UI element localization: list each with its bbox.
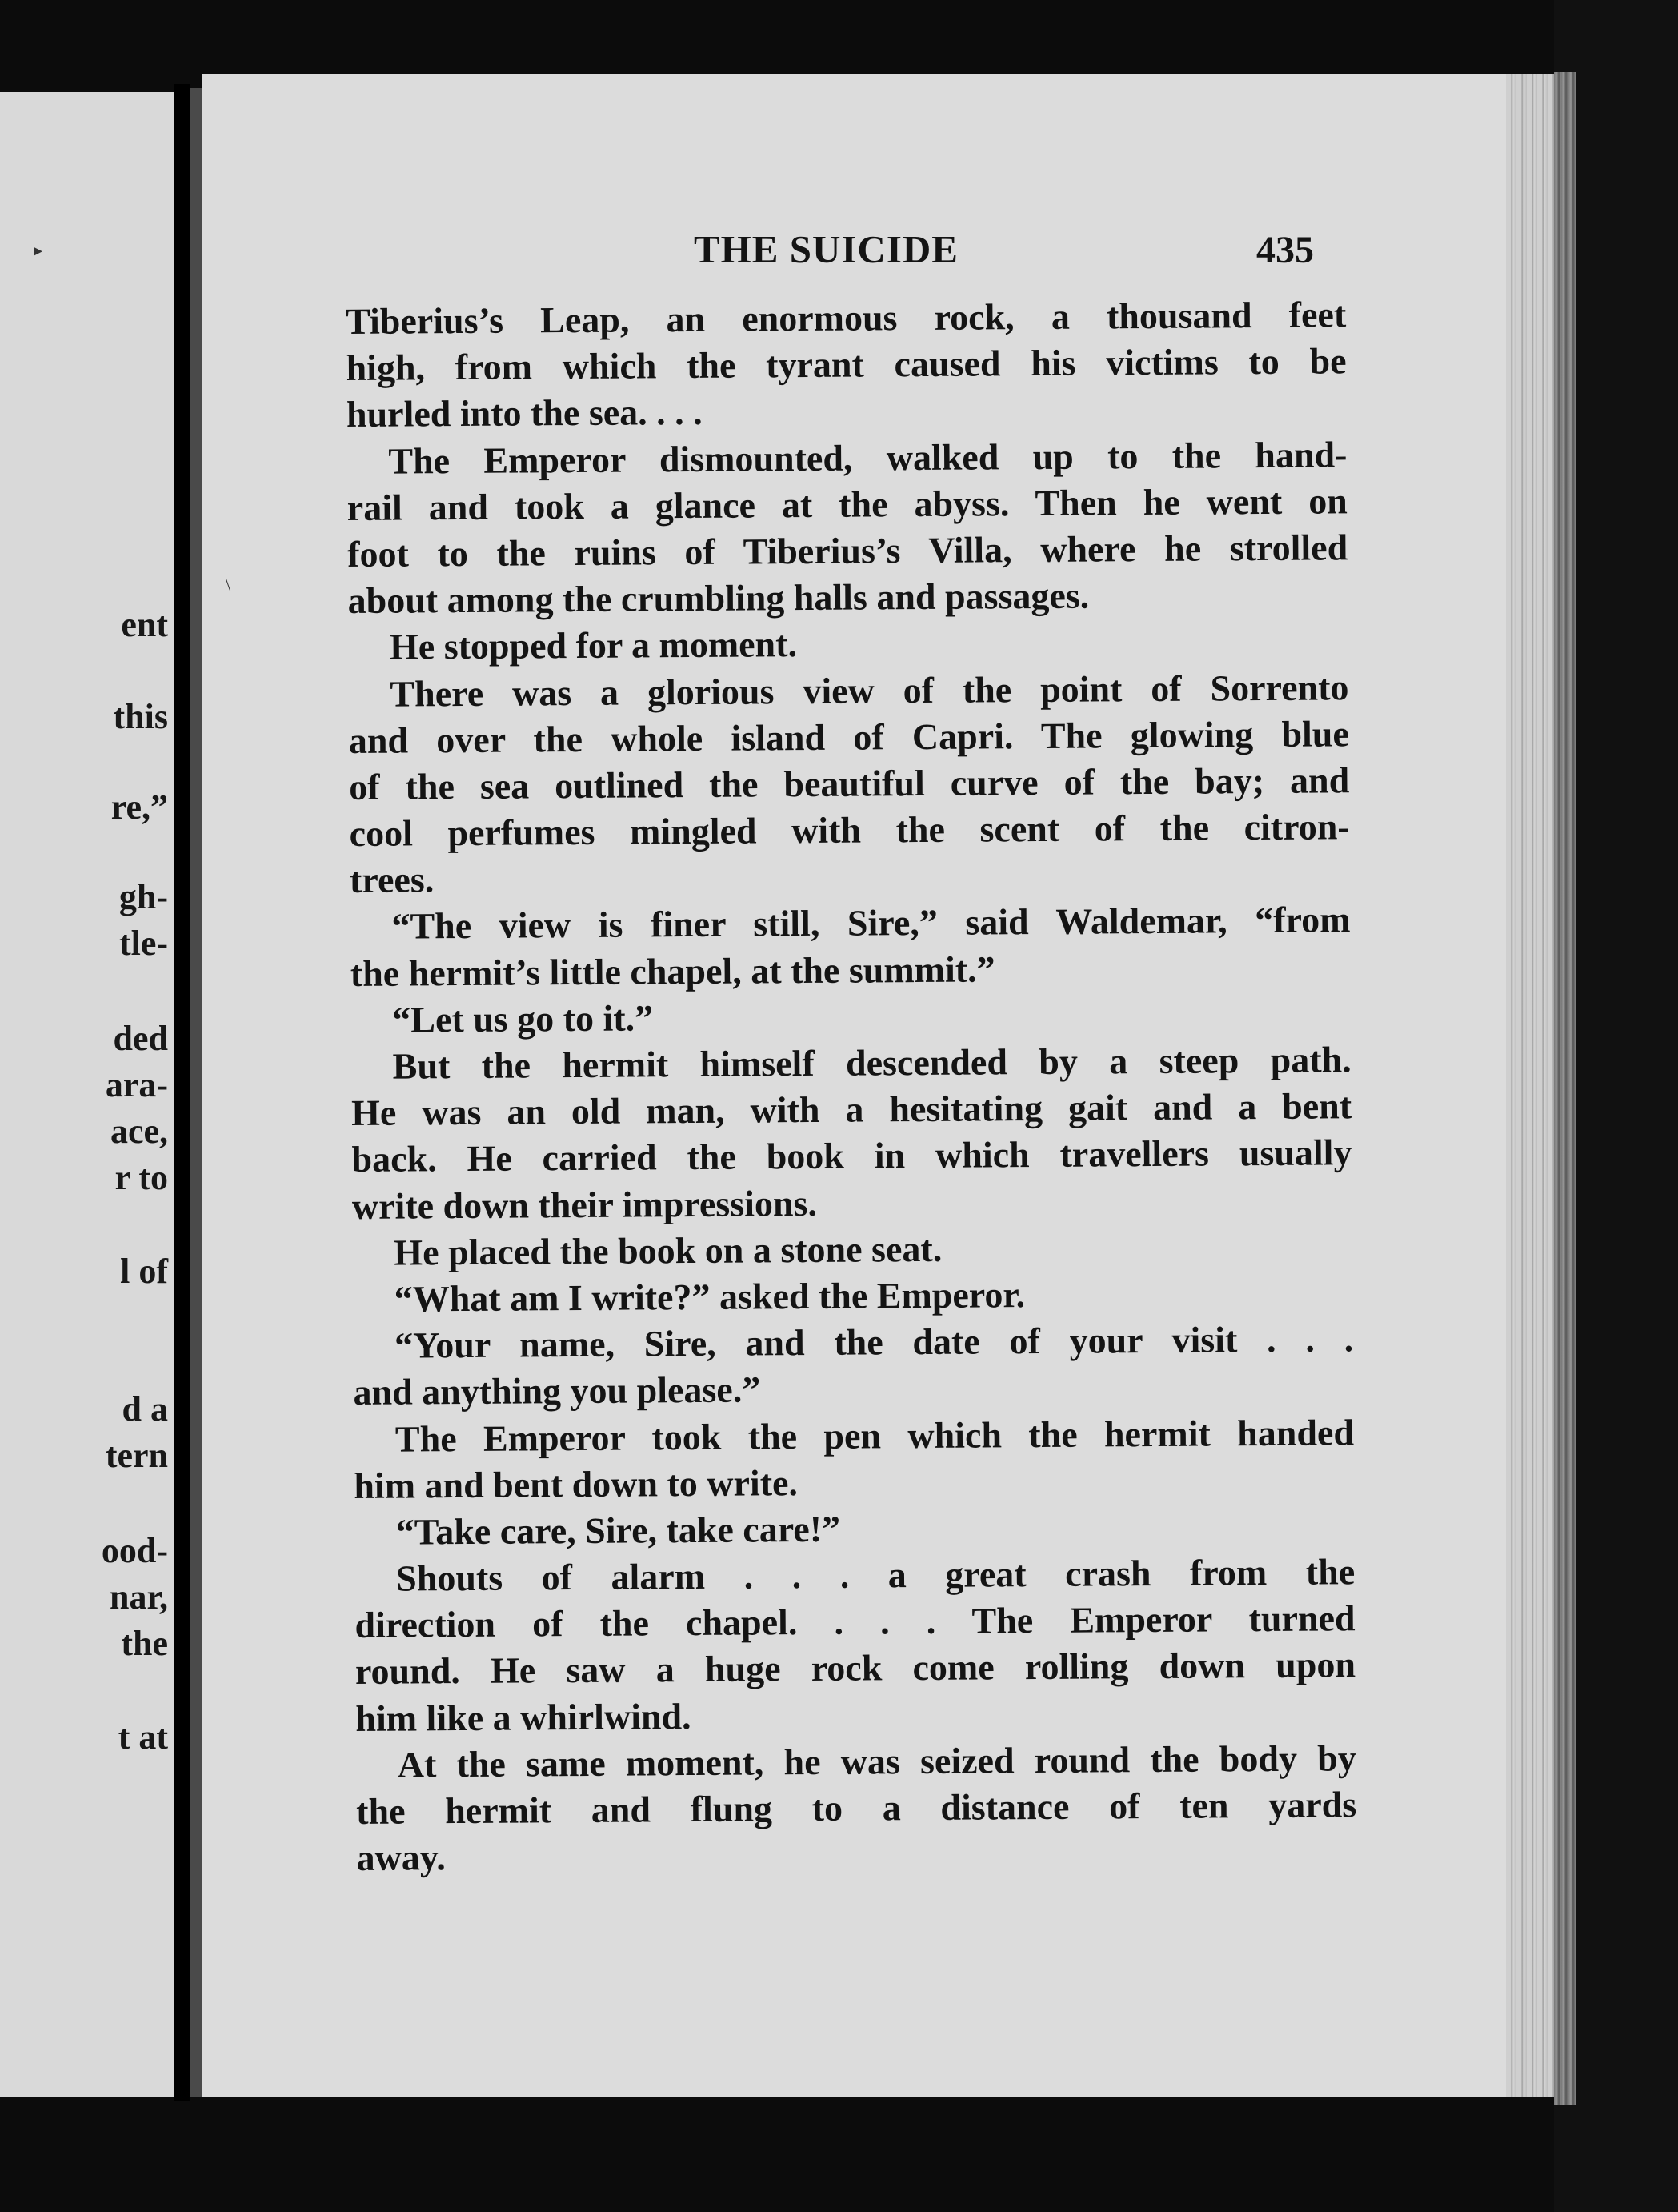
left-page-fragment: re,” [110,787,168,827]
left-page-fragment: tern [105,1436,168,1475]
text-line: There was a glorious view of the point of Sorrento [390,666,1349,715]
page-stack-edge [1554,72,1576,2105]
text-line: trees. [349,859,435,901]
text-line: round. He saw a huge rock come rolling down upon [354,1644,1356,1693]
text-line: high, from which the tyrant caused his victims to be [346,340,1347,389]
stray-mark: \ [226,575,231,595]
page-header [202,226,1554,283]
text-line: of the sea outlined the beautiful curve of the bay; and [349,759,1350,807]
left-page-fragment: tle- [118,924,168,963]
text-line: the hermit and flung to a distance of ten yards [356,1784,1357,1832]
left-page-fragment: t at [118,1717,168,1757]
left-page-fragment: nar, [110,1577,168,1617]
spine-gutter [190,88,202,2097]
text-line: about among the crumbling halls and passages. [347,575,1090,622]
left-page-fragment: ood- [101,1531,168,1570]
text-line: and anything you please.” [353,1368,761,1413]
text-line: write down their impressions. [351,1182,818,1227]
text-line: “The view is finer still, Sire,” said Waldemar, “from [391,899,1351,948]
left-page-fragment: d a [122,1389,168,1429]
text-line: He stopped for a moment. [389,623,798,667]
text-line: cool perfumes mingled with the scent of the citron- [349,806,1350,855]
text-line: back. He carried the book in which travellers usually [351,1132,1352,1180]
left-page-fragment: gh- [118,877,168,916]
stray-mark: ▸ [34,240,43,260]
text-line: the hermit’s little chapel, at the summit.” [350,948,995,994]
text-line: The Emperor took the pen which the hermit handed [394,1411,1355,1460]
running-title: THE SUICIDE [694,227,959,271]
text-line: “Take care, Sire, take care!” [395,1508,841,1553]
text-line: The Emperor dismounted, walked up to the hand- [388,433,1348,482]
text-line: away. [356,1837,446,1879]
text-line: “Let us go to it.” [392,997,654,1040]
text-line: foot to the ruins of Tiberius’s Villa, where he strolled [347,527,1348,575]
left-page-fragment: ara- [105,1065,168,1104]
page-number: 435 [1256,229,1314,271]
text-line: rail and took a glance at the abyss. Then he went on [346,480,1348,528]
text-line: “Your name, Sire, and the date of your visit . . . [394,1318,1354,1366]
text-line: But the hermit himself descended by a steep path. [392,1039,1352,1087]
text-line: “What am I write?” asked the Emperor. [394,1274,1026,1320]
left-page-fragment: ace, [110,1112,168,1151]
text-line: He was an old man, with a hesitating gait and a bent [350,1085,1352,1134]
text-line: Tiberius’s Leap, an enormous rock, a thousand feet [346,294,1347,342]
left-page-fragment: ded [113,1019,168,1058]
left-facing-page [0,92,174,2097]
text-line: He placed the book on a stone seat. [394,1228,943,1273]
left-page-fragment: the [121,1624,168,1663]
text-line: him and bent down to write. [354,1461,799,1506]
text-line: and over the whole island of Capri. The glowing blue [348,712,1350,761]
left-page-fragment: this [113,697,168,736]
book-page [202,74,1554,2097]
book-spine [174,84,190,2101]
body-text [346,291,1357,1881]
left-page-fragment: ent [121,605,168,644]
text-line: hurled into the sea. . . . [346,391,703,435]
text-line: Shouts of alarm . . . a great crash from the [395,1551,1356,1599]
left-page-fragment: l of [120,1252,168,1291]
left-page-fragment: r to [114,1158,168,1197]
page-edge [1506,74,1554,2097]
text-line: him like a whirlwind. [355,1695,691,1739]
text-line: At the same moment, he was seized round the body by [397,1737,1356,1785]
text-line: direction of the chapel. . . . The Emperor turned [354,1597,1356,1646]
